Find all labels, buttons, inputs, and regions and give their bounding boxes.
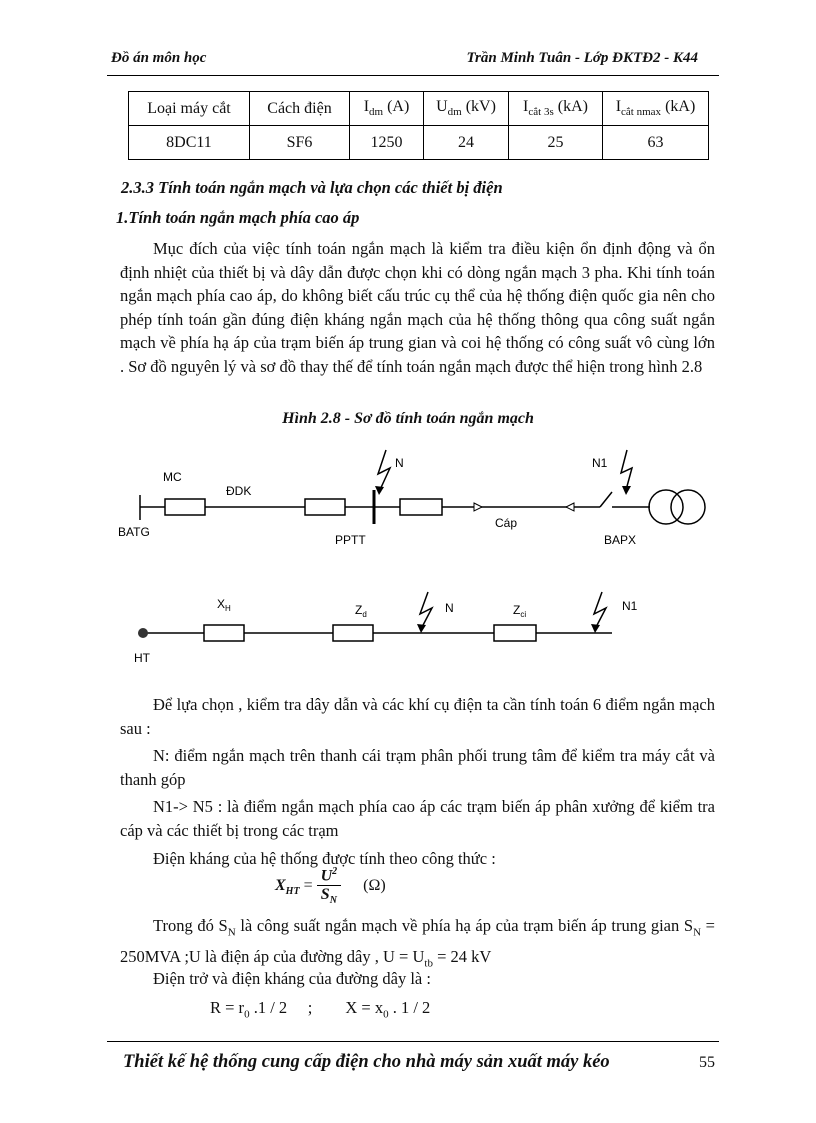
page-number: 55 xyxy=(699,1054,715,1071)
table-cell: 63 xyxy=(603,126,709,160)
footer-rule xyxy=(107,1041,719,1042)
table-header-cell: $I_{cắt nmax}$ (kA) xyxy=(603,92,709,126)
paragraph-points: Để lựa chọn , kiểm tra dây dẫn và các khí cụ điện ta cần tính toán 6 điểm ngắn mạch sau : xyxy=(120,695,715,738)
table-header-cell: Loại máy cắt xyxy=(129,92,250,126)
line-params-formula: $R = r_0$ .1 / 2 ; $X = x_0$ . 1 / 2 xyxy=(210,998,431,1021)
bapx-transformer-coil-2 xyxy=(671,490,705,524)
disconnector-symbol xyxy=(600,492,612,507)
ht-source-node xyxy=(138,628,148,638)
footer-title: Thiết kế hệ thống cung cấp điện cho nhà máy sản xuất máy kéo xyxy=(123,1052,610,1072)
label-n: N xyxy=(445,601,454,615)
paragraph-line-params: Điện trở và điện kháng của đường dây là : xyxy=(153,969,431,988)
header-right: Trần Minh Tuân - Lớp ĐKTĐ2 - K44 xyxy=(466,50,698,66)
label-ht: HT xyxy=(134,651,150,665)
equivalent-circuit-diagram xyxy=(0,580,816,680)
label-xh: $X_H$ xyxy=(217,597,231,613)
section-heading: 2.3.3 Tính toán ngắn mạch và lựa chọn các thiết bị điện xyxy=(121,178,503,197)
label-mc: MC xyxy=(163,470,182,484)
intro-paragraph: Mục đích của việc tính toán ngắn mạch là kiểm tra điều kiện ổn định động và ổn định nhiệt của thiết bị và dây dẫn được chọn khi có dòng ngắn mạch 3 pha. Khi tính toán ngắn mạch phía cao áp, do không biết cấu trúc cụ thể của hệ thống điện quốc gia nên cho phép tính toán gần đúng điện kháng ngắn mạch của hệ thống thông qua công suất ngắn mạch về phía hạ áp của trạm biến áp trung gian và coi hệ thống có công suất vô cùng lớn . Sơ đồ nguyên lý và sơ đồ thay thế để tính toán ngắn mạch được thể hiện trong hình 2.8 xyxy=(120,239,715,376)
bapx-transformer-coil-1 xyxy=(649,490,683,524)
breaker-spec-table xyxy=(128,91,709,160)
xh-impedance xyxy=(204,625,244,641)
reactance-formula: $X_{HT}$ = $\frac{U^2}{S_N}$ (Ω) xyxy=(275,866,386,907)
label-ddk: ĐDK xyxy=(226,484,252,498)
table-header-cell: Cách điện xyxy=(250,92,350,126)
zd-impedance xyxy=(333,625,373,641)
one-line-diagram xyxy=(0,440,816,580)
fault-arrow-n xyxy=(378,450,390,492)
fault-arrow-n xyxy=(420,592,432,629)
paragraph-sn: Trong đó $S_N$ là công suất ngắn mạch về phía hạ áp của trạm biến áp trung gian $S_N = 250MVA$ ;U là điện áp của đường dây , $U = U_{tb} = 24$ kV xyxy=(120,916,715,970)
table-header-row xyxy=(129,92,709,126)
zci-impedance xyxy=(494,625,536,641)
label-zci: $Z_{ci}$ xyxy=(513,603,527,619)
label-n: N xyxy=(395,456,404,470)
table-header-cell: $I_{dm}$ (A) xyxy=(350,92,424,126)
ddk-line-impedance xyxy=(305,499,345,515)
header-left: Đồ án môn học xyxy=(111,50,207,66)
figure-caption: Hình 2.8 - Sơ đồ tính toán ngắn mạch xyxy=(282,410,534,427)
paragraph-n1-n5: N1-> N5 : là điểm ngắn mạch phía cao áp các trạm biến áp phân xưởng để kiểm tra cáp và các thiết bị trong các trạm xyxy=(120,797,715,840)
table-cell: 8DC11 xyxy=(129,126,250,160)
label-zd: $Z_d$ xyxy=(355,603,367,619)
pptt-impedance xyxy=(400,499,442,515)
label-pptt: PPTT xyxy=(335,533,366,547)
label-n1: N1 xyxy=(592,456,608,470)
table-header-cell: $U_{dm}$ (kV) xyxy=(424,92,509,126)
header-rule xyxy=(107,75,719,76)
cable-terminal-right xyxy=(566,503,574,511)
paragraph-n: N: điểm ngắn mạch trên thanh cái trạm phân phối trung tâm để kiểm tra máy cắt và thanh góp xyxy=(120,746,715,789)
label-batg: BATG xyxy=(118,525,150,539)
label-bapx: BAPX xyxy=(604,533,637,547)
label-n1: N1 xyxy=(622,599,638,613)
label-cap: Cáp xyxy=(495,516,518,530)
mc-breaker-symbol xyxy=(165,499,205,515)
fault-arrow-n1 xyxy=(594,592,606,629)
paragraph-reactance: Điện kháng của hệ thống được tính theo công thức : xyxy=(153,849,496,868)
table-header-cell: $I_{cắt 3s}$ (kA) xyxy=(509,92,603,126)
table-cell: SF6 xyxy=(250,126,350,160)
table-cell: 24 xyxy=(424,126,509,160)
table-cell: 25 xyxy=(509,126,603,160)
table-row xyxy=(129,126,709,160)
cable-terminal-left xyxy=(474,503,482,511)
sub-heading: 1.Tính toán ngắn mạch phía cao áp xyxy=(116,208,360,227)
table-cell: 1250 xyxy=(350,126,424,160)
fault-arrow-n1 xyxy=(621,450,632,490)
